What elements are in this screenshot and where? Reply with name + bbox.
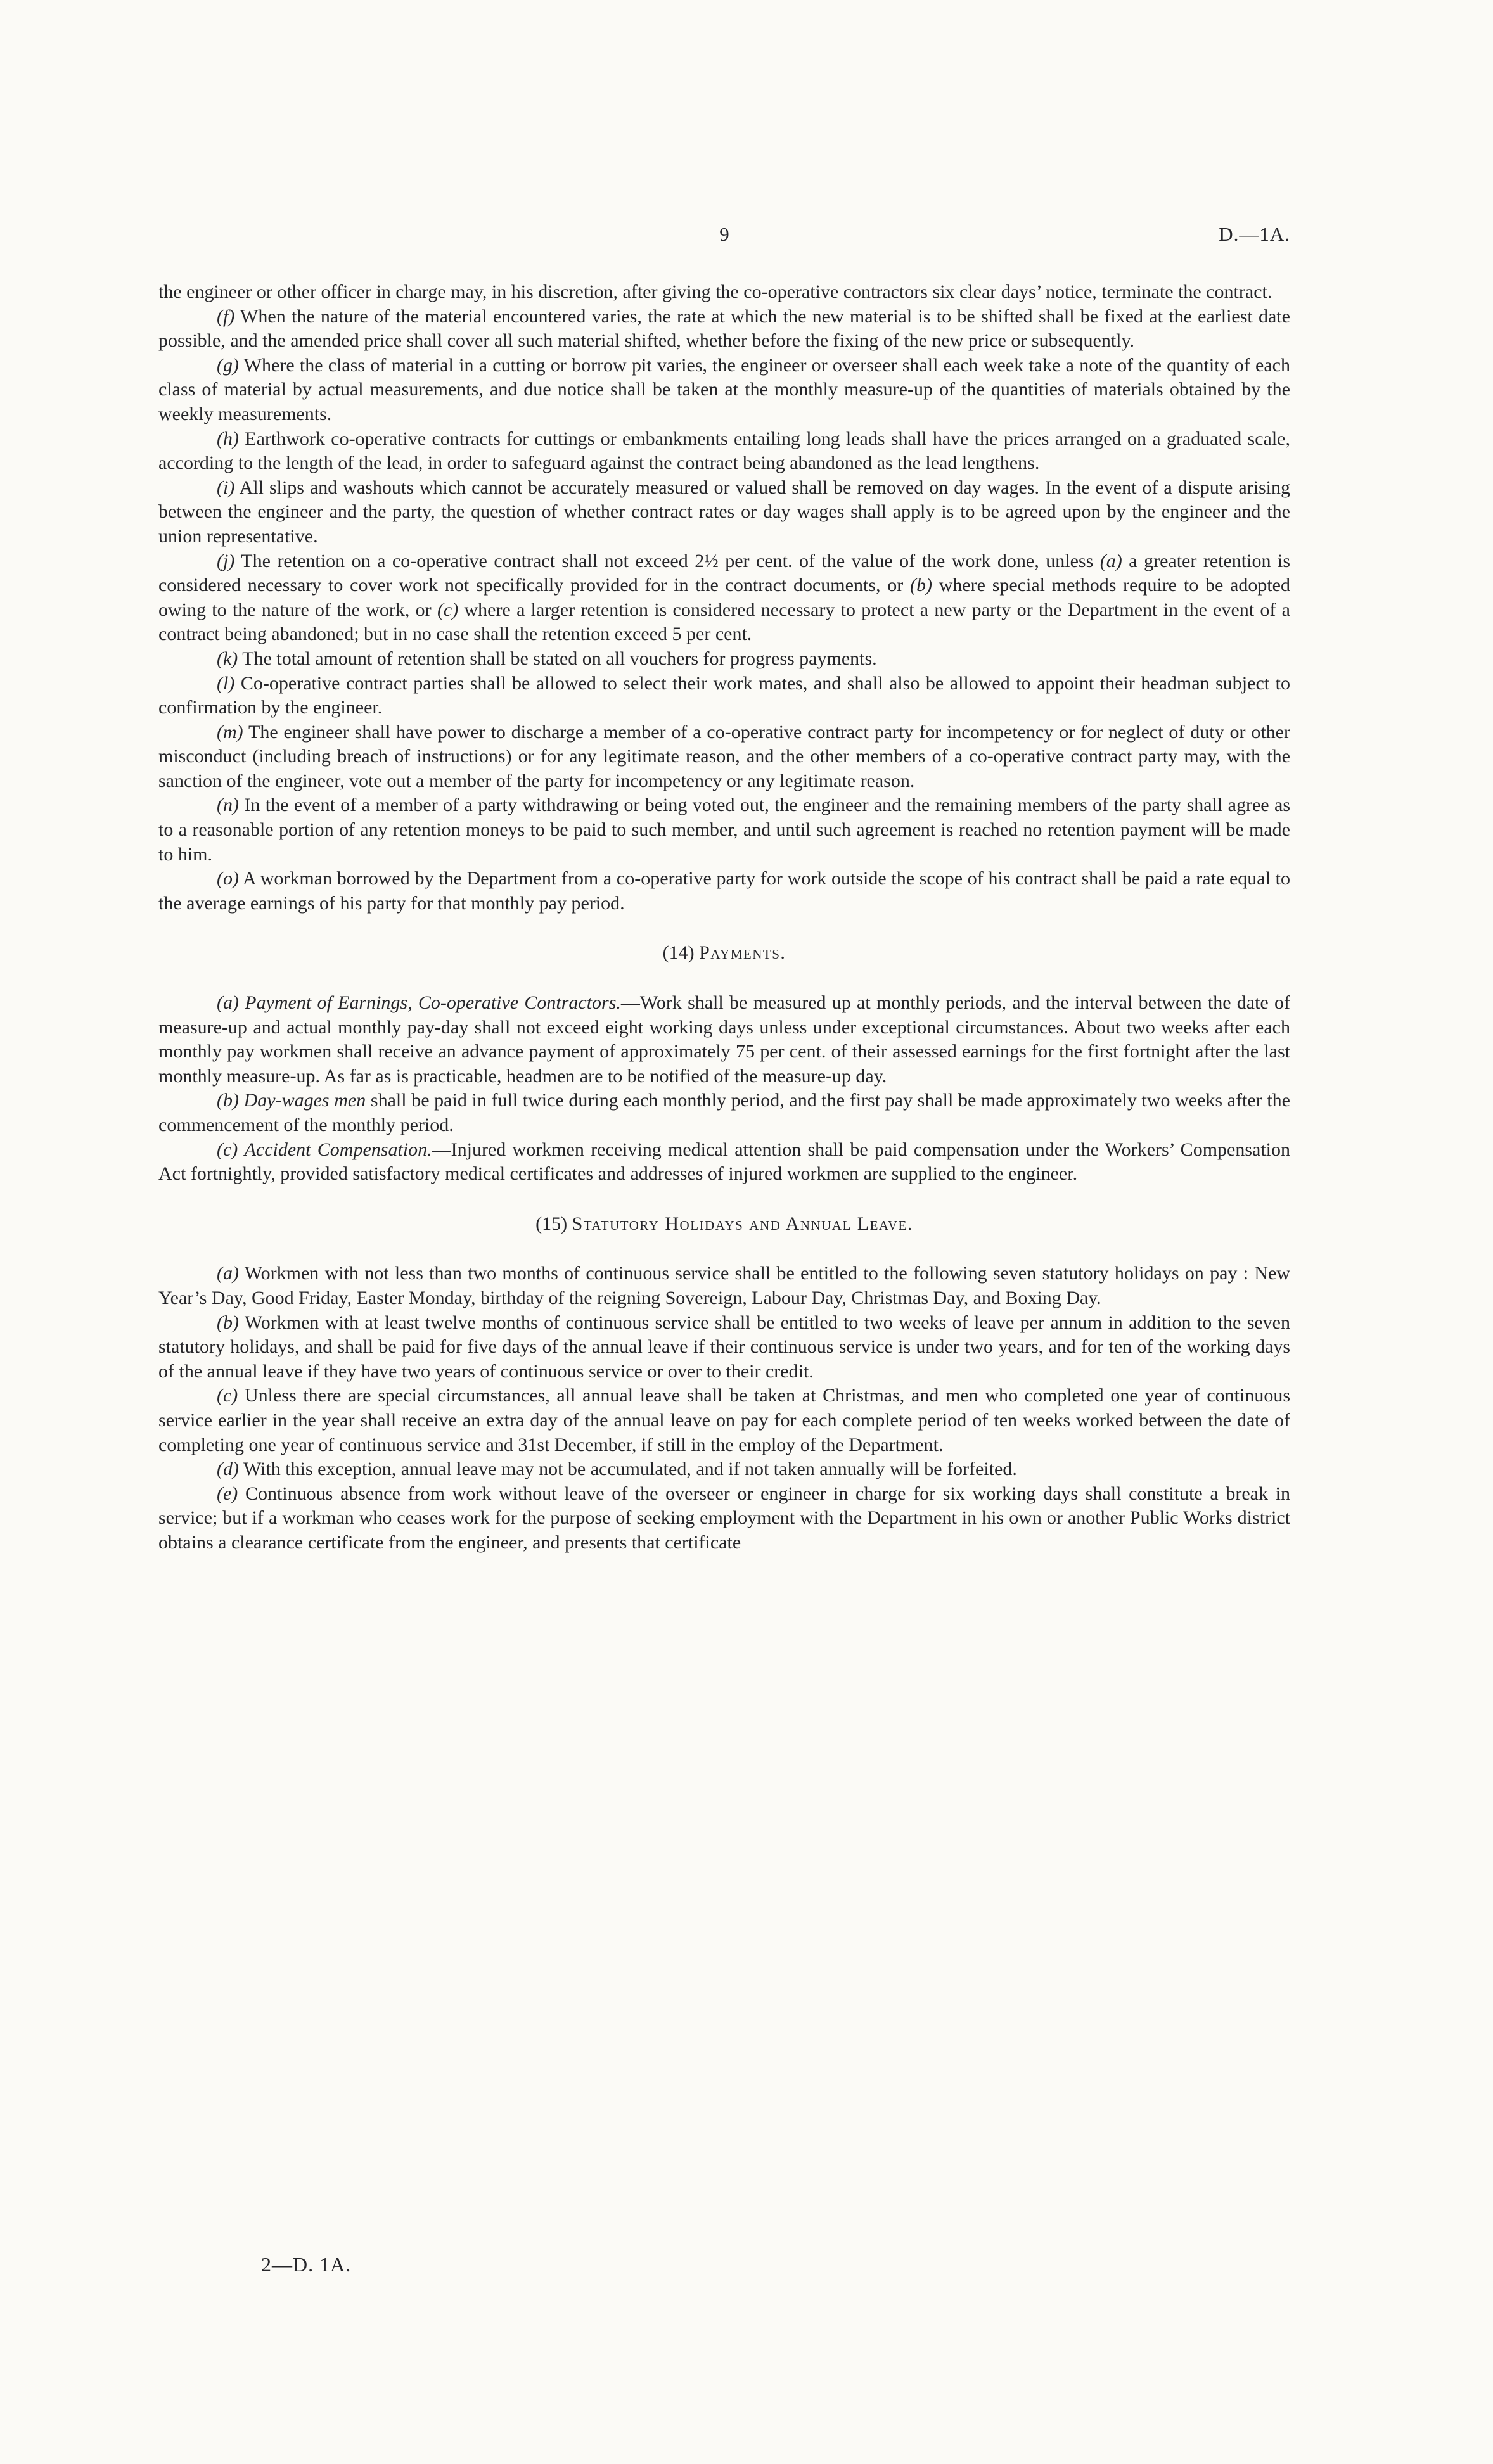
- text-run: the engineer or other officer in charge may, in his discretion, after giving the co-operative contractors six clear days’ notice, terminate the contract.: [158, 281, 1272, 302]
- italic-text-run: Accident Compensation.: [244, 1139, 432, 1160]
- text-run: [239, 992, 245, 1013]
- paragraph: [158, 549, 1290, 647]
- italic-text-run: (g): [217, 354, 239, 376]
- text-run: In the event of a member of a party withdrawing or being voted out, the engineer and the remaining members of the party shall agree as to a reasonable portion of any retention moneys to be paid to such member, and until such agreement is reached no retention payment will be made to him.: [158, 795, 1290, 865]
- italic-text-run: (d): [217, 1459, 239, 1480]
- text-run: —Work shall be measured up at monthly periods, and the interval between the date of measure-up and actual monthly pay-day shall not exceed eight working days unless under exceptional circumstances. About two weeks after each monthly pay workmen shall receive an advance payment of approximately 75 per cent. of their assessed earnings for the first fortnight after the last monthly measure-up. As far as is practicable, headmen are to be notified of the measure-up day.: [158, 992, 1290, 1087]
- paragraph: [158, 354, 1290, 427]
- paragraph: [158, 647, 1290, 672]
- paragraph: [158, 1261, 1290, 1310]
- text-run: [239, 1090, 244, 1111]
- italic-text-run: (m): [217, 721, 243, 743]
- paragraph: [158, 991, 1290, 1088]
- text-run: Unless there are special circumstances, all annual leave shall be taken at Christmas, and men who completed one year of continuous service earlier in the year shall receive an extra day of the annual leave on pay for each complete period of ten weeks worked between the date of completing one year of continuous service and 31st December, if still in the employ of the Department.: [158, 1385, 1290, 1455]
- document-body: [158, 280, 1290, 1555]
- text-run: All slips and washouts which cannot be accurately measured or valued shall be removed on day wages. In the event of a dispute arising between the engineer and the party, the question of whether contract rates or day wages shall apply is to be agreed upon by the engineer and the union representative.: [158, 476, 1290, 547]
- text-run: Co-operative contract parties shall be allowed to select their work mates, and shall also be allowed to appoint their headman subject to confirmation by the engineer.: [158, 672, 1290, 718]
- text-run: Continuous absence from work without leave of the overseer or engineer in charge for six working days shall constitute a break in service; but if a workman who ceases work for the purpose of seeking employment with the Department in his own or another Public Works district obtains a clearance certificate from the engineer, and presents that certificate: [158, 1483, 1290, 1553]
- italic-text-run: (j): [217, 550, 235, 571]
- text-run: Earthwork co-operative contracts for cuttings or embankments entailing long leads shall have the prices arranged on a graduated scale, according to the length of the lead, in order to safeguard against the contract being abandoned as the lead lengthens.: [158, 428, 1290, 474]
- text-run: [238, 1139, 244, 1160]
- page-number: 9: [719, 223, 729, 245]
- paragraph: [158, 1482, 1290, 1555]
- italic-text-run: (n): [217, 795, 239, 816]
- paragraph: [158, 867, 1290, 916]
- page-footer: 2—D. 1A.: [261, 2253, 352, 2276]
- small-caps-text-run: Payments.: [699, 942, 786, 964]
- text-run: Where the class of material in a cutting or borrow pit varies, the engineer or overseer shall each week take a note of the quantity of each class of material by actual measurements, and due notice shall be taken at the monthly measure-up of the quantities of materials obtained by the weekly measurements.: [158, 354, 1290, 424]
- text-run: where special methods require to be adopted owing to the nature of the work, or: [158, 575, 1290, 620]
- text-run: The total amount of retention shall be stated on all vouchers for progress payments.: [238, 648, 877, 669]
- italic-text-run: (a): [217, 992, 239, 1014]
- italic-text-run: (i): [217, 476, 235, 498]
- small-caps-text-run: Statutory Holidays and Annual Leave.: [572, 1213, 913, 1234]
- paragraph: [158, 1311, 1290, 1384]
- section-heading: [158, 941, 1290, 966]
- italic-text-run: (f): [217, 305, 235, 327]
- paragraph: [158, 720, 1290, 794]
- section-heading: [158, 1212, 1290, 1237]
- italic-text-run: (c): [217, 1139, 238, 1160]
- italic-text-run: (k): [217, 648, 238, 669]
- text-run: Workmen with not less than two months of continuous service shall be entitled to the following seven statutory holidays on pay : New Year’s Day, Good Friday, Easter Monday, birthday of the reigning Sovereign, Labour Day, Christmas Day, and Boxing Day.: [158, 1263, 1290, 1308]
- text-run: The retention on a co-operative contract shall not exceed 2½ per cent. of the value of the work done, unless: [234, 550, 1100, 571]
- text-run: where a larger retention is considered necessary to protect a new party or the Department in the event of a contract being abandoned; but in no case shall the retention exceed 5 per cent.: [158, 599, 1290, 645]
- paragraph: [158, 305, 1290, 354]
- text-run: a greater retention is considered necessary to cover work not specifically provided for in the contract documents, or: [158, 550, 1290, 596]
- text-run: Workmen with at least twelve months of continuous service shall be entitled to two weeks of leave per annum in addition to the seven statutory holidays, and shall be paid for five days of the annual leave if their continuous service is under two years, and for ten of the working days of the annual leave if they have two years of continuous service or over to their credit.: [158, 1312, 1290, 1382]
- italic-text-run: (o): [217, 868, 239, 890]
- text-run: A workman borrowed by the Department from a co-operative party for work outside the scope of his contract shall be paid a rate equal to the average earnings of his party for that monthly pay period.: [158, 868, 1290, 914]
- text-run: (15): [535, 1213, 572, 1234]
- italic-text-run: (a): [217, 1263, 239, 1284]
- text-run: With this exception, annual leave may not be accumulated, and if not taken annually will be forfeited.: [238, 1459, 1017, 1480]
- italic-text-run: Day-wages men: [243, 1090, 366, 1111]
- text-run: When the nature of the material encountered varies, the rate at which the new material is to be shifted shall be fixed at the earliest date possible, and the amended price shall cover all such material shifted, whether before the fixing of the new price or subsequently.: [158, 305, 1290, 352]
- italic-text-run: (h): [217, 428, 239, 449]
- italic-text-run: (a): [1099, 550, 1122, 571]
- italic-text-run: (c): [217, 1385, 238, 1407]
- italic-text-run: (e): [217, 1483, 238, 1504]
- doc-reference: D.—1A.: [1219, 223, 1290, 245]
- paragraph: [158, 476, 1290, 549]
- text-run: —Injured workmen receiving medical attention shall be paid compensation under the Workers’ Compensation Act fortnightly, provided satisfactory medical certificates and addresses of injured workmen are supplied to the engineer.: [158, 1139, 1291, 1185]
- italic-text-run: (b): [217, 1312, 239, 1333]
- text-run: shall be paid in full twice during each monthly period, and the first pay shall be made approximately two weeks after the commencement of the monthly period.: [158, 1090, 1290, 1135]
- italic-text-run: (l): [217, 672, 235, 694]
- paragraph: [158, 672, 1290, 720]
- italic-text-run: Payment of Earnings, Co-operative Contractors.: [245, 992, 621, 1014]
- paragraph: [158, 793, 1290, 867]
- paragraph: [158, 1088, 1290, 1137]
- paragraph: [158, 1138, 1290, 1187]
- text-run: The engineer shall have power to discharge a member of a co-operative contract party for incompetency or for neglect of duty or other misconduct (including breach of instructions) or for any legitimate reason, and the other members of a co-operative contract party may, with the sanction of the engineer, vote out a member of the party for incompetency or any legitimate reason.: [158, 721, 1290, 791]
- paragraph: [158, 280, 1290, 305]
- paragraph: [158, 427, 1290, 476]
- italic-text-run: (c): [437, 599, 459, 620]
- page-header: [158, 223, 1290, 251]
- paragraph: [158, 1384, 1290, 1457]
- italic-text-run: (b): [217, 1090, 239, 1111]
- text-run: (14): [662, 942, 700, 964]
- paragraph: [158, 1457, 1290, 1482]
- italic-text-run: (b): [909, 575, 932, 596]
